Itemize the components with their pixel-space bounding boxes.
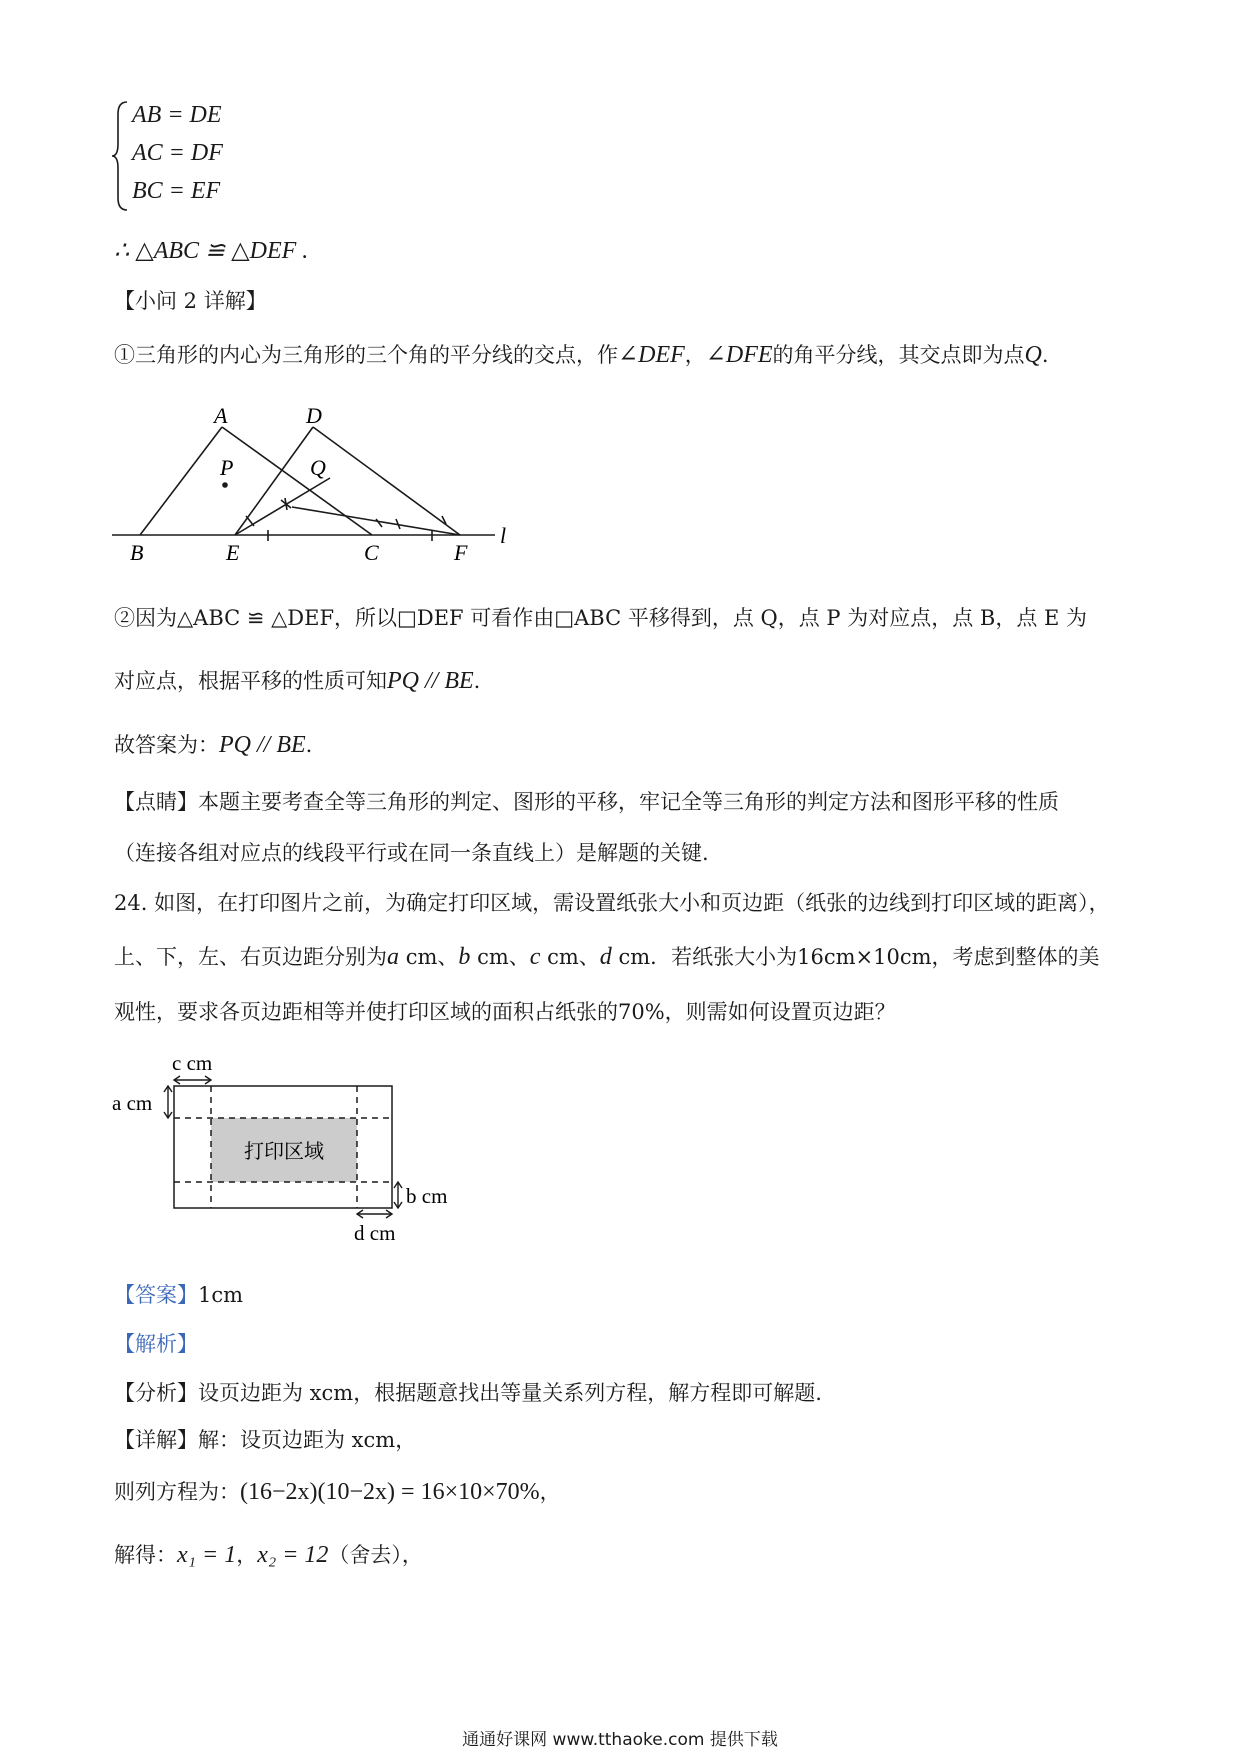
conclusion-congruent: ∴ △ABC ≌ △DEF . (114, 238, 309, 264)
left-brace-icon (112, 100, 132, 212)
sub-question-2-heading: 【小问 2 详解】 (114, 289, 267, 313)
comment-line-1: 【点睛】本题主要考查全等三角形的判定、图形的平移，牢记全等三角形的判定方法和图形平移的性质 (114, 790, 1059, 814)
answer-tag: 【答案】 (114, 1283, 198, 1307)
d-cm-label: d cm (354, 1221, 396, 1245)
question-24-line-3: 观性，要求各页边距相等并使打印区域的面积占纸张的70%，则需如何设置页边距？ (114, 1000, 896, 1024)
solution-line: 解得：x₁ = 1，x₂ = 12（舍去）， (114, 1542, 423, 1568)
question-24-line-1: 24. 如图，在打印图片之前，为确定打印区域，需设置纸张大小和页边距（纸张的边线到打印区域的距离）， (114, 891, 1110, 915)
answer-row (114, 1280, 243, 1310)
label-p: P (220, 455, 234, 480)
step-1-text: ①三角形的内心为三角形的三个角的平分线的交点，作∠DEF，∠DFE的角平分线，其交点即为点Q. (114, 342, 1049, 368)
answer-value: 1cm (198, 1283, 244, 1307)
label-q: Q (310, 455, 326, 480)
detailed-solution: 【详解】解：设页边距为 xcm， (114, 1428, 417, 1452)
equation-ac-df: AC = DF (132, 140, 223, 166)
answer-line: 故答案为：PQ // BE. (114, 732, 313, 758)
label-c: C (364, 540, 379, 565)
triangle-figure (110, 405, 530, 565)
label-a: A (214, 405, 228, 428)
step-2-line-1: ②因为△ABC ≌ △DEF，所以□DEF 可看作由□ABC 平移得到，点 Q，点 P 为对应点，点 B，点 E 为 (114, 606, 1088, 630)
label-e: E (226, 540, 240, 565)
analysis-summary: 【分析】设页边距为 xcm，根据题意找出等量关系列方程，解方程即可解题. (114, 1381, 822, 1405)
label-f: F (454, 540, 468, 565)
question-24-line-2: 上、下，左、右页边距分别为a cm、b cm、c cm、d cm．若纸张大小为16cm×10cm，考虑到整体的美 (114, 944, 1100, 970)
equation-line: 则列方程为：(16−2x)(10−2x) = 16×10×70%， (114, 1479, 561, 1505)
page-footer: 通通好课网 www.tthaoke.com 提供下载 (462, 1730, 778, 1750)
comment-line-2: （连接各组对应点的线段平行或在同一条直线上）是解题的关键. (114, 841, 709, 865)
label-l: l (500, 523, 507, 548)
label-d: D (306, 405, 322, 428)
equation-system (112, 100, 252, 212)
label-b: B (130, 540, 144, 565)
a-cm-label: a cm (112, 1091, 153, 1115)
print-area-label: 打印区域 (244, 1141, 324, 1163)
c-cm-label: c cm (172, 1051, 213, 1075)
analysis-tag: 【解析】 (114, 1332, 198, 1356)
equation-bc-ef: BC = EF (132, 178, 221, 204)
b-cm-label: b cm (406, 1184, 448, 1208)
equation-ab-de: AB = DE (132, 102, 222, 128)
step-2-line-2: 对应点，根据平移的性质可知PQ // BE. (114, 668, 481, 694)
print-area-figure (110, 1050, 470, 1250)
